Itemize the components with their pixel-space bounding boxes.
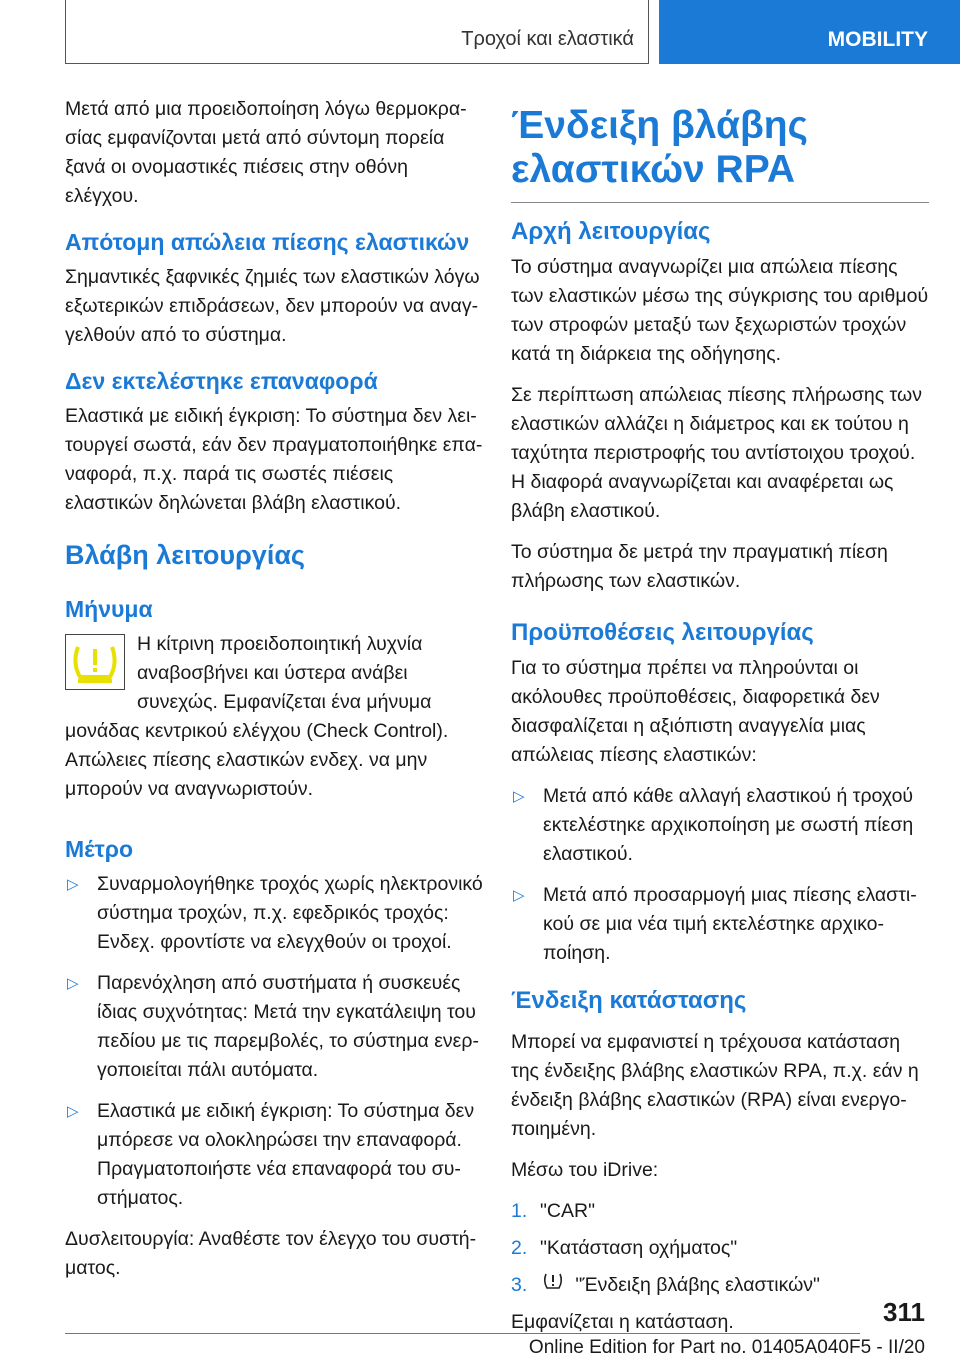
list-item: [65, 969, 483, 1085]
paragraph-message: [65, 630, 483, 804]
paragraph-via-idrive: Μέσω του iDrive:: [511, 1159, 659, 1181]
requirement-text: Μετά από κάθε αλλαγή ελαστικού ή τροχού εκτελέστηκε αρχικοποίηση με σωστή πίεση ελαστικού.: [543, 785, 914, 865]
step-number: 3.: [511, 1274, 528, 1296]
list-item: [65, 870, 483, 957]
chapter-tab[interactable]: [659, 0, 960, 64]
list-item: [511, 1197, 929, 1226]
measure-text: Παρενόχληση από συστήματα ή συσκευές ίδιας συχνότητας: Μετά την εγκατάλειψη του πεδίου με τις παρεμβολές, το σύστημα ενεργοποιείται πάλι αυτόματα.: [97, 972, 479, 1081]
list-item: [511, 1271, 929, 1300]
paragraph-principle-1: Το σύστημα αναγνωρίζει μια απώλεια πίεσης των ελαστικών μέσω της σύγκρισης του αριθμού των στροφών μεταξύ των ξεχωριστών τροχών κατά τη διάρκεια της οδήγησης.: [511, 256, 929, 365]
step-number: 1.: [511, 1200, 528, 1222]
heading-status: Ένδειξη κατάστασης: [511, 987, 747, 1014]
heading-requirements: Προϋποθέσεις λειτουργίας: [511, 619, 814, 646]
step-text: "Κατάσταση οχήματος": [540, 1237, 738, 1259]
paragraph-malfunction: Δυσλειτουργία: Αναθέστε τον έλεγχο του συστήματος.: [65, 1228, 477, 1279]
footer-divider: [65, 1333, 860, 1334]
triangle-bullet-icon: ▷: [513, 788, 525, 805]
intro-paragraph: Μετά από μια προειδοποίηση λόγω θερμοκρασίας εμφανίζονται μετά από σύντομη πορεία ξανά οι ονομαστικές πιέσεις στην οθόνη ελέγχου.: [65, 98, 467, 207]
left-column: [65, 95, 483, 1295]
paragraph-sudden-loss: Σημαντικές ξαφνικές ζημιές των ελαστικών λόγω εξωτερικών επιδράσεων, δεν μπορούν να αναγγελθούν από το σύστημα.: [65, 266, 480, 346]
step-text: "CAR": [540, 1200, 596, 1222]
page-title: Ένδειξη βλάβης ελαστικών RPA: [511, 104, 808, 191]
heading-no-reset: Δεν εκτελέστηκε επαναφορά: [65, 368, 378, 394]
paragraph-principle-3: Το σύστημα δε μετρά την πραγματική πίεση πλήρωσης των ελαστικών.: [511, 541, 888, 592]
triangle-bullet-icon: ▷: [67, 975, 79, 992]
heading-malfunction: Βλάβη λειτουργίας: [65, 540, 305, 570]
paragraph-result: Εμφανίζεται η κατάσταση.: [511, 1311, 734, 1334]
triangle-bullet-icon: ▷: [67, 876, 79, 893]
paragraph-no-reset: Ελαστικά με ειδική έγκριση: Το σύστημα δεν λειτουργεί σωστά, εάν δεν πραγματοποιήθηκε επαναφορά, π.χ. παρά τις σωστές πιέσεις ελαστικών δηλώνεται βλάβη ελαστικού.: [65, 405, 483, 514]
paragraph-requirements: Για το σύστημα πρέπει να πληρούνται οι ακόλουθες προϋποθέσεις, διαφορετικά δεν διασφαλίζεται η αξιόπιστη αναγγελία μιας απώλειας πίεσης ελαστικών:: [511, 657, 880, 766]
list-item: [511, 782, 929, 869]
message-text: Η κίτρινη προειδοποιητική λυχνία αναβοσβήνει και ύστερα ανάβει συνεχώς. Εμφανίζεται ένα μήνυμα μονάδας κεντρικού ελέγχου (Check Control). Απώλειες πίεσης ελαστικών ενδεχ. να μην μπορούν να αναγνωριστούν.: [65, 633, 449, 800]
triangle-bullet-icon: ▷: [513, 887, 525, 904]
heading-sudden-loss: Απότομη απώλεια πίεσης ελαστικών: [65, 229, 470, 255]
right-column: [511, 104, 929, 1349]
list-item: [511, 1234, 929, 1263]
triangle-bullet-icon: ▷: [67, 1103, 79, 1120]
step-number: 2.: [511, 1237, 528, 1259]
list-item: [511, 881, 929, 968]
step-text: "Ένδειξη βλάβης ελαστικών": [575, 1274, 820, 1296]
paragraph-status: Μπορεί να εμφανιστεί η τρέχουσα κατάσταση της ένδειξης βλάβης ελαστικών RPA, π.χ. εάν η ένδειξη βλάβης ελαστικών (RPA) είναι ενεργοποιημένη.: [511, 1031, 919, 1140]
heading-measure: Μέτρο: [65, 836, 134, 862]
step-3: [540, 1271, 929, 1300]
chapter-tab-label: MOBILITY: [827, 28, 928, 51]
measure-text: Ελαστικά με ειδική έγκριση: Το σύστημα δεν μπόρεσε να ολοκληρώσει την επαναφορά. Πραγματοποιήστε νέα επαναφορά του συστήματος.: [97, 1100, 475, 1209]
tire-warning-small-icon: [542, 1271, 564, 1300]
section-title: Τροχοί και ελαστικά: [461, 28, 634, 50]
tire-pressure-warning-icon: [65, 634, 125, 690]
heading-message: Μήνυμα: [65, 596, 153, 622]
header-box: [65, 0, 649, 64]
heading-principle: Αρχή λειτουργίας: [511, 218, 711, 245]
list-item: [65, 1097, 483, 1213]
paragraph-principle-2: Σε περίπτωση απώλειας πίεσης πλήρωσης των ελαστικών αλλάζει η διάμετρος και εκ τούτου η ταχύτητα περιστροφής του αντίστοιχου τροχού. Η διαφορά αναγνωρίζεται και αναφέρεται ως βλάβη ελαστικού.: [511, 384, 922, 522]
title-divider: [511, 202, 929, 203]
page-number: 311: [883, 1297, 925, 1327]
requirement-text: Μετά από προσαρμογή μιας πίεσης ελαστικού σε μια νέα τιμή εκτελέστηκε αρχικοποίηση.: [543, 884, 917, 964]
measure-text: Συναρμολογήθηκε τροχός χωρίς ηλεκτρονικό σύστημα τροχών, π.χ. εφεδρικός τροχός: Ενδεχ. φροντίστε να ελεγχθούν οι τροχοί.: [97, 873, 483, 953]
edition-text: Online Edition for Part no. 01405A040F5 - II/20: [528, 1337, 925, 1358]
